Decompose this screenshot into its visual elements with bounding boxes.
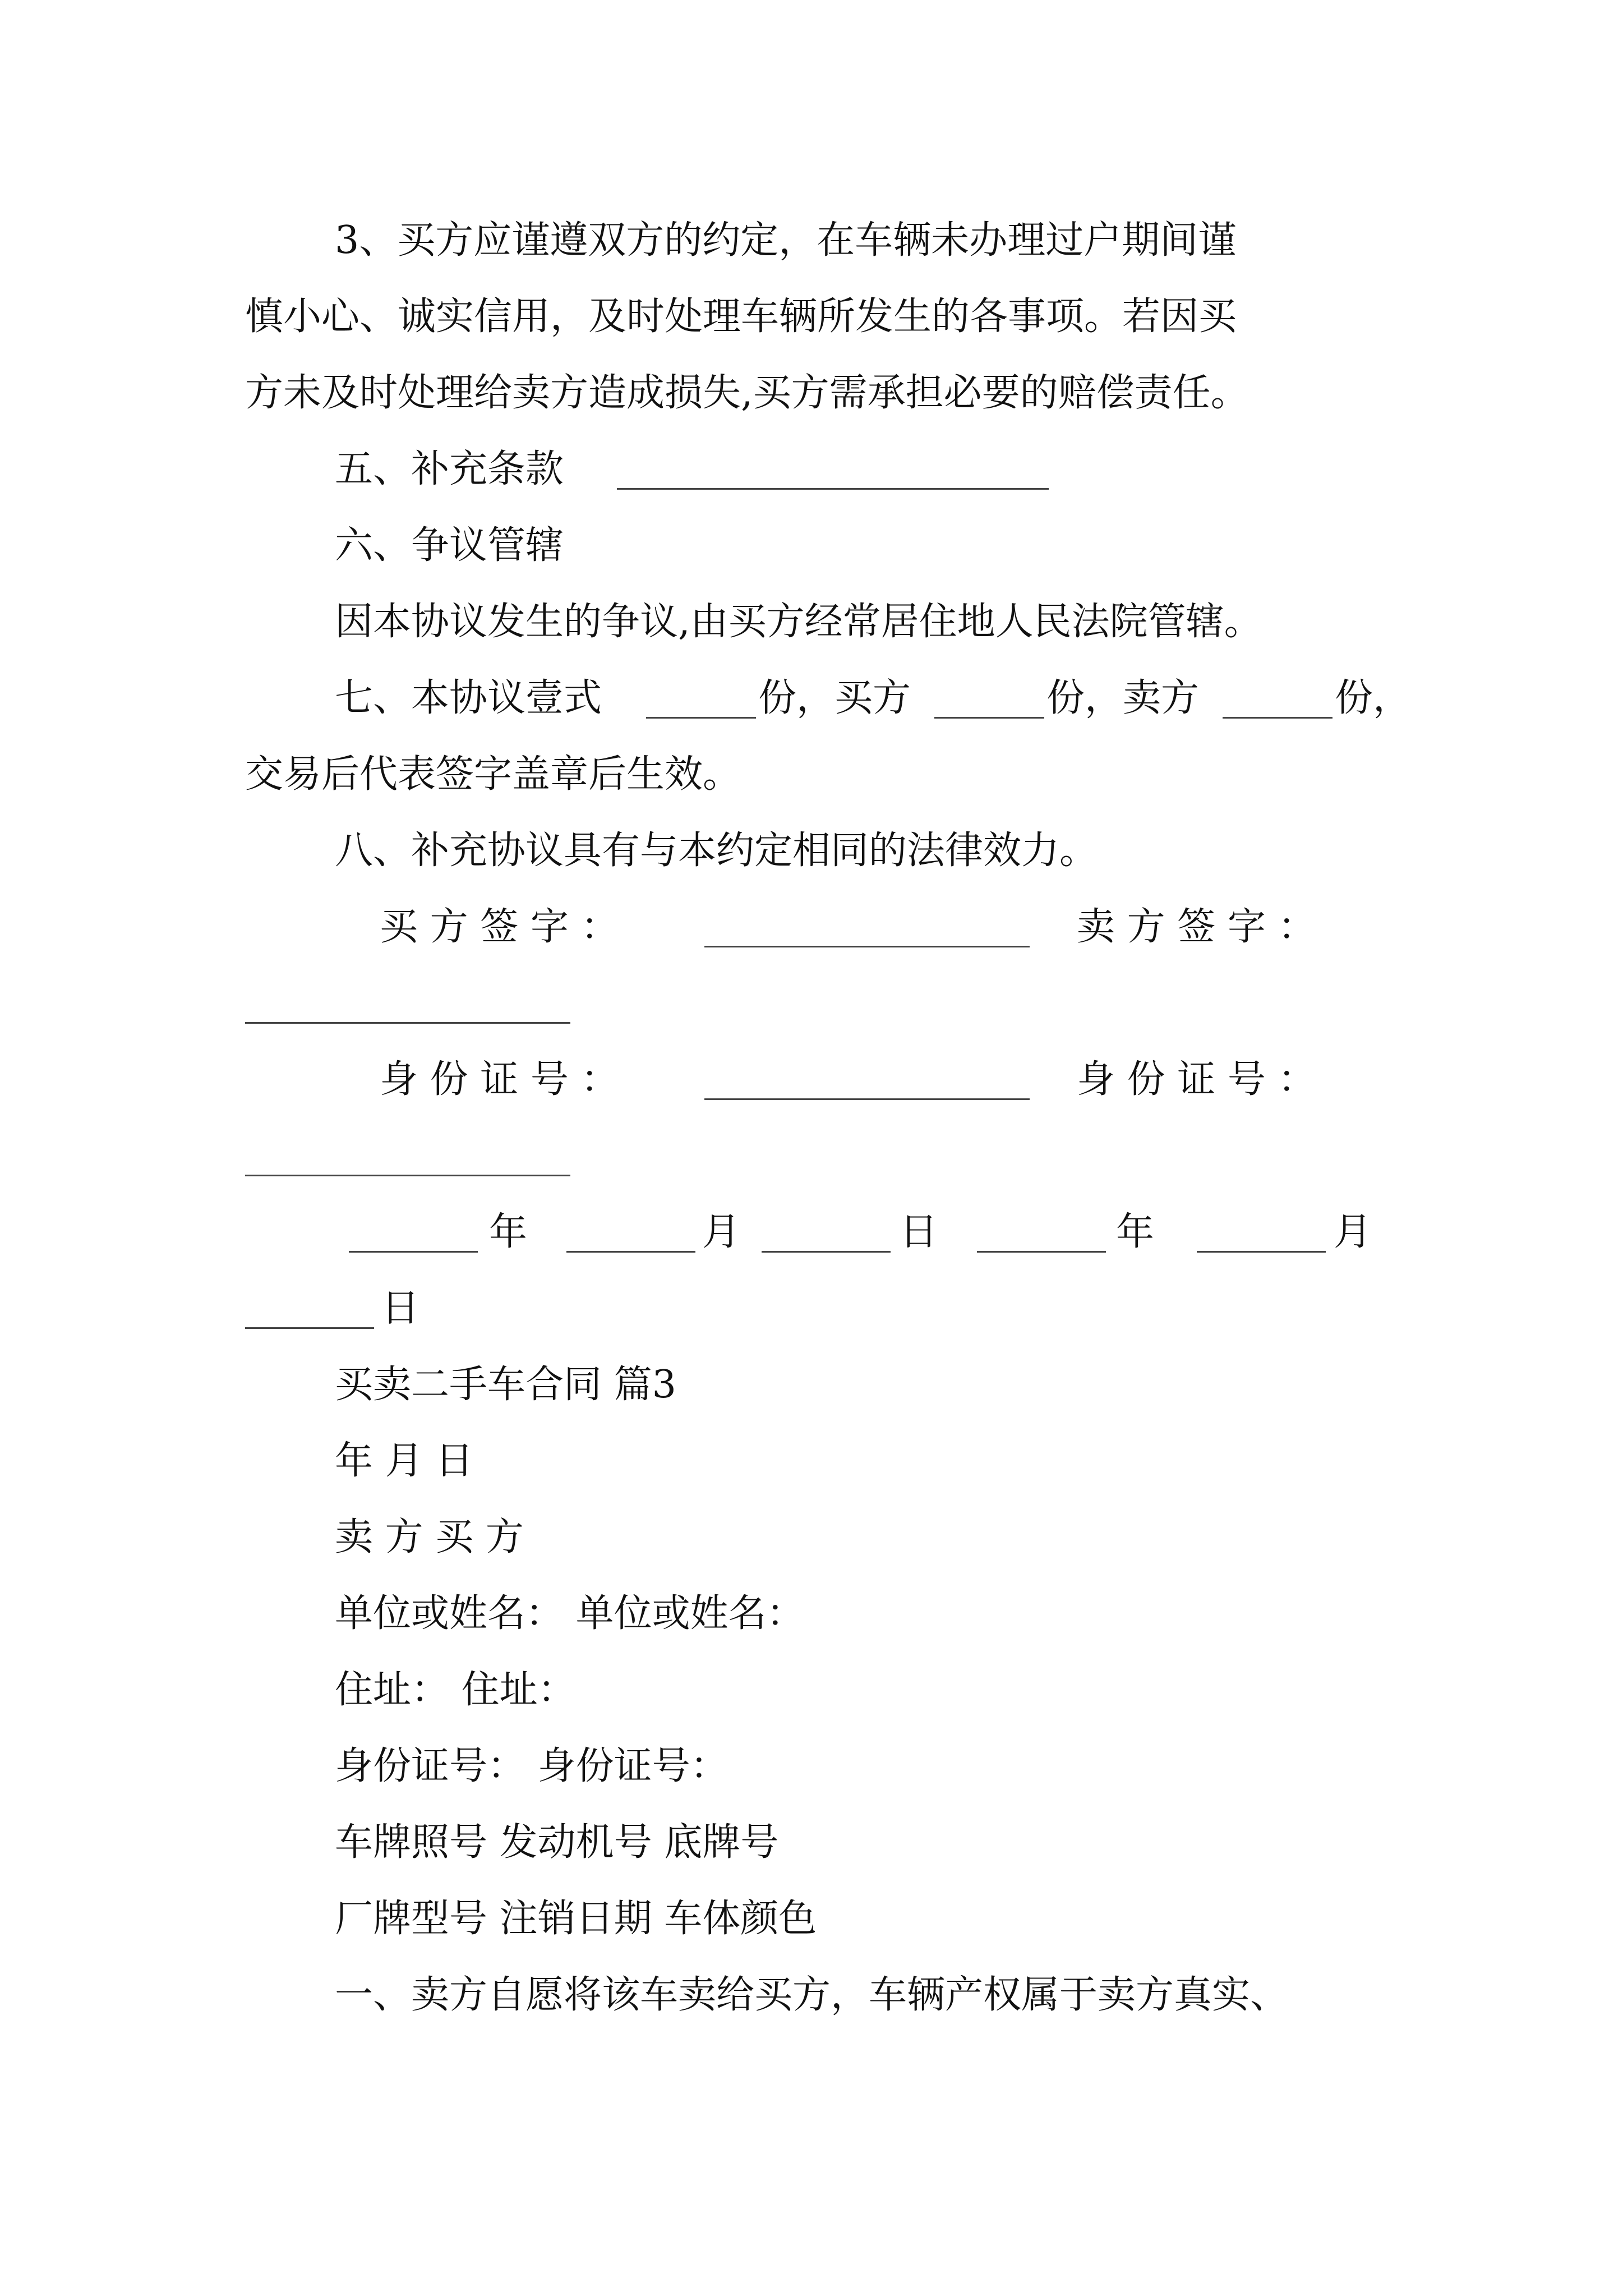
copies-total-blank[interactable] xyxy=(646,717,756,719)
plate-engine-chassis-line: 车牌照号 发动机号 底牌号 xyxy=(335,1820,779,1865)
buyer-month-blank[interactable] xyxy=(566,1251,695,1253)
brand-date-color-line: 厂牌型号 注销日期 车体颜色 xyxy=(335,1897,817,1941)
clause-3-line-2: 慎小心、诚实信用，及时处理车辆所发生的各事项。若因买 xyxy=(245,295,1237,339)
name-field-line: 单位或姓名： 单位或姓名： xyxy=(335,1591,805,1636)
buyer-id-label: 身 份 证 号 ： xyxy=(380,1057,619,1102)
address-field-line: 住址： 住址： xyxy=(335,1668,576,1712)
buyer-signature-label: 买 方 签 字 ： xyxy=(380,905,619,949)
section-7-text-b: 份，买方 xyxy=(758,676,911,720)
section-8-text: 八、补充协议具有与本约定相同的法律效力。 xyxy=(335,829,1098,873)
contract-3-title: 买卖二手车合同 篇3 xyxy=(335,1363,676,1407)
buyer-day-blank[interactable] xyxy=(762,1251,891,1253)
seller-id-label: 身 份 证 号 ： xyxy=(1077,1057,1316,1102)
seller-day-blank[interactable] xyxy=(245,1327,374,1329)
id-field-line: 身份证号： 身份证号： xyxy=(335,1744,728,1788)
buyer-day-label: 日 xyxy=(900,1210,938,1254)
section-7-text-d: 份， xyxy=(1335,676,1412,720)
copies-seller-blank[interactable] xyxy=(1223,717,1332,719)
seller-day-label: 日 xyxy=(381,1286,420,1331)
contract-3-date: 年 月 日 xyxy=(335,1439,474,1483)
section-6-heading: 六、争议管辖 xyxy=(335,523,564,568)
jurisdiction-text: 因本协议发生的争议,由买方经常居住地人民法院管辖。 xyxy=(335,600,1262,644)
parties-line: 卖 方 买 方 xyxy=(335,1515,524,1559)
seller-year-blank[interactable] xyxy=(977,1251,1106,1253)
seller-id-blank[interactable] xyxy=(245,1175,570,1176)
seller-signature-label: 卖 方 签 字 ： xyxy=(1077,905,1316,949)
clause-3-line-3: 方未及时处理给卖方造成损失,买方需承担必要的赔偿责任。 xyxy=(245,371,1249,415)
clause-1-text: 一、卖方自愿将该车卖给买方，车辆产权属于卖方真实、 xyxy=(335,1973,1289,2017)
seller-month-blank[interactable] xyxy=(1197,1251,1326,1253)
buyer-id-blank[interactable] xyxy=(704,1098,1030,1100)
buyer-signature-blank[interactable] xyxy=(704,946,1030,947)
buyer-year-label: 年 xyxy=(489,1210,528,1254)
section-7-text-c: 份，卖方 xyxy=(1046,676,1200,720)
supplement-blank[interactable] xyxy=(617,488,1049,490)
seller-month-label: 月 xyxy=(1334,1210,1372,1254)
copies-buyer-blank[interactable] xyxy=(934,717,1044,719)
seller-signature-blank[interactable] xyxy=(245,1022,570,1024)
buyer-year-blank[interactable] xyxy=(349,1251,478,1253)
seller-year-label: 年 xyxy=(1116,1210,1155,1254)
buyer-month-label: 月 xyxy=(702,1210,741,1254)
section-5-heading: 五、补充条款 xyxy=(335,447,564,491)
clause-3-line-1: 3、买方应谨遵双方的约定，在车辆未办理过户期间谨 xyxy=(335,218,1237,263)
section-7-line-2: 交易后代表签字盖章后生效。 xyxy=(245,752,741,797)
section-7-text-a: 七、本协议壹式 xyxy=(335,676,602,720)
